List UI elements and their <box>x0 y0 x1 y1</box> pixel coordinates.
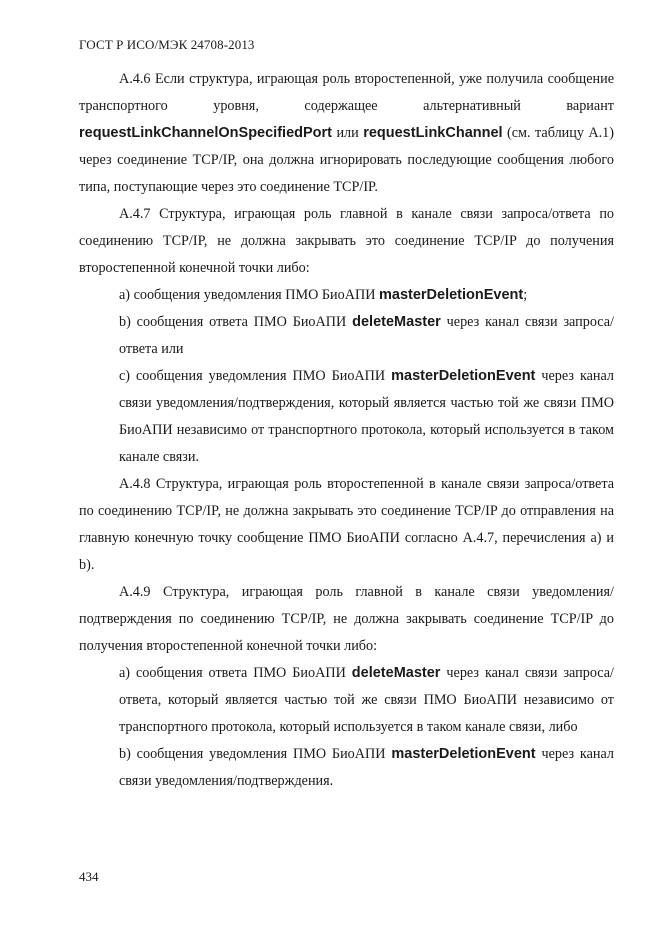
item-a-end: ; <box>523 287 528 303</box>
clause-a49-item-a <box>79 660 614 741</box>
page-body <box>79 66 614 795</box>
code-master-deletion-event: masterDeletionEvent <box>391 368 536 384</box>
clause-a49-intro: А.4.9 Структура, играющая роль главной в канале связи уведомления/подтверждения по соединению TCP/IP, не должна закрывать соединение TCP/IP до получения второстепенной конечной точки либо: <box>79 584 614 654</box>
clause-a46-text-3: (см. таблицу А.1) через соединение TCP/IP, она должна игнорировать последующие сообщения любого типа, поступающие через это соединение TCP/IP. <box>79 125 614 195</box>
item-b-end: через канал связи запроса/ответа или <box>119 314 615 357</box>
item-c-end: через канал связи уведомления/подтверждения, который является частью той же связи ПМО БиоАПИ независимо от транспортного протокола, который используется в таком канале связи. <box>119 368 615 465</box>
code-delete-master: deleteMaster <box>351 665 441 681</box>
code-request-link-channel: requestLinkChannel <box>363 125 503 141</box>
clause-a46-text-2: или <box>332 125 364 141</box>
running-header: ГОСТ Р ИСО/МЭК 24708-2013 <box>79 37 255 52</box>
code-master-deletion-event: masterDeletionEvent <box>391 746 536 762</box>
item-a-text: а) сообщения уведомления ПМО БиоАПИ <box>119 287 379 303</box>
clause-a48: А.4.8 Структура, играющая роль второстепенной в канале связи запроса/ответа по соединению TCP/IP, не должна закрывать это соединение TCP/IP до отправления на главную конечную точку сообщение ПМО БиоАПИ согласно А.4.7, перечисления а) и b). <box>79 476 614 573</box>
clause-a49-item-b <box>79 741 614 795</box>
item-b-text: b) сообщения ответа ПМО БиоАПИ <box>119 314 353 330</box>
clause-a46 <box>79 66 614 201</box>
item-a-text: а) сообщения ответа ПМО БиоАПИ <box>119 665 352 681</box>
item-c-text: с) сообщения уведомления ПМО БиоАПИ <box>119 368 392 384</box>
clause-a47-intro: А.4.7 Структура, играющая роль главной в канале связи запроса/ответа по соединению TCP/IP, не должна закрывать это соединение TCP/IP до получения второстепенной конечной точки либо: <box>79 206 614 276</box>
clause-a47-item-a <box>79 282 614 309</box>
item-a-end: через канал связи запроса/ответа, который является частью той же связи ПМО БиоАПИ независимо от транспортного протокола, который используется в таком канале связи, либо <box>119 665 614 735</box>
code-request-link-channel-on-specified-port: requestLinkChannelOnSpecifiedPort <box>79 125 332 141</box>
clause-a47-item-c <box>79 363 614 471</box>
clause-a47-item-b <box>79 309 614 363</box>
code-delete-master: deleteMaster <box>352 314 441 330</box>
code-master-deletion-event: masterDeletionEvent <box>379 287 524 303</box>
item-b-end: через канал связи уведомления/подтверждения. <box>119 746 614 789</box>
item-b-text: b) сообщения уведомления ПМО БиоАПИ <box>119 746 392 762</box>
clause-a46-text-1: А.4.6 Если структура, играющая роль второстепенной, уже получила сообщение транспортного уровня, содержащее альтернативный вариант <box>79 71 614 114</box>
page-number: 434 <box>79 869 99 884</box>
